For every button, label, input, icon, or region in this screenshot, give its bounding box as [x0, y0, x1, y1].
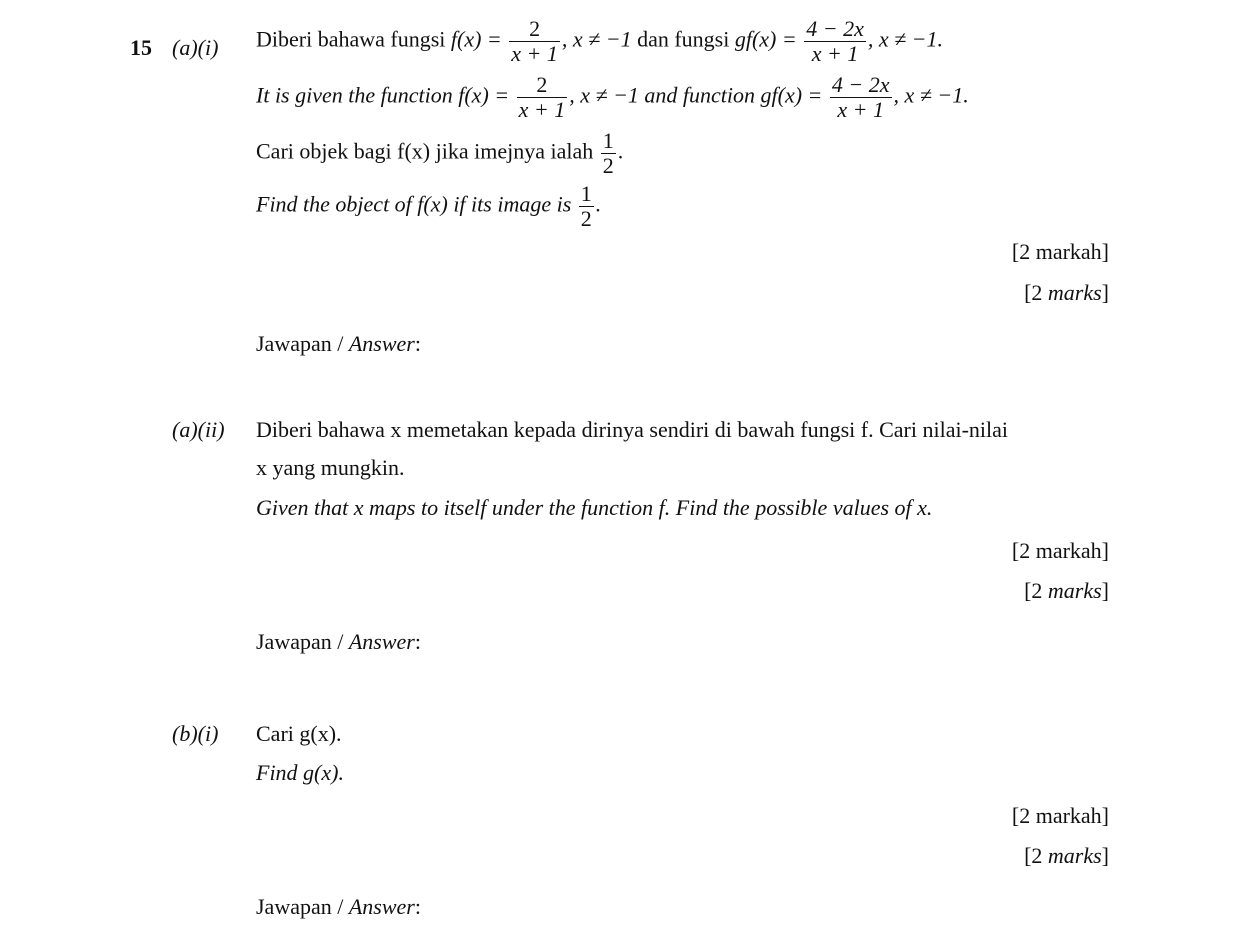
numerator: 4 − 2x [831, 72, 890, 97]
text: Jawapan / [256, 629, 349, 654]
a-i-task-malay [256, 130, 623, 177]
text: marks [1047, 280, 1102, 305]
text: marks [1047, 843, 1102, 868]
text: Jawapan / [256, 894, 349, 919]
a-ii-line-2: x yang mungkin. [256, 455, 405, 480]
answer-label [256, 333, 421, 355]
a-i-line-malay [256, 18, 943, 65]
text: . [617, 138, 624, 164]
text: Jawapan / [256, 331, 349, 356]
marks-english [1024, 282, 1109, 304]
part-label-a-ii: (a)(ii) [172, 417, 225, 442]
math-fx: f(x) = [450, 26, 502, 52]
part-label-a-i: (a)(i) [172, 35, 219, 60]
text: ] [1101, 578, 1109, 603]
b-i-line-english: Find g(x). [256, 760, 344, 785]
text: Answer [348, 894, 415, 919]
marks-english [1024, 845, 1109, 867]
a-ii-line-english: Given that x maps to itself under the function f. Find the possible values of x. [256, 495, 933, 520]
text: : [414, 629, 421, 654]
text: dan fungsi [631, 26, 735, 52]
b-i-line-malay: Cari g(x). [256, 721, 342, 746]
part-label-b-i: (b)(i) [172, 721, 219, 746]
denominator: 2 [580, 206, 592, 231]
fraction-half [579, 183, 594, 230]
numerator: 1 [580, 181, 592, 206]
text: [2 [1024, 280, 1048, 305]
text: [2 [1024, 843, 1048, 868]
math-gfx: gf(x) = [760, 82, 823, 108]
text: and function [638, 82, 761, 108]
text: It is given the function [256, 82, 459, 108]
text: Answer [348, 331, 415, 356]
numerator: 2 [536, 72, 548, 97]
text: ] [1101, 843, 1109, 868]
a-i-line-english [256, 74, 969, 121]
text: Cari objek bagi f(x) jika imejnya ialah [256, 138, 599, 164]
fraction-f [517, 74, 568, 121]
text: Answer [348, 629, 415, 654]
math-fx: f(x) = [458, 82, 510, 108]
marks-malay: [2 markah] [1011, 803, 1109, 828]
a-i-task-english [256, 183, 601, 230]
math-gfx: gf(x) = [734, 26, 797, 52]
fraction-half [601, 130, 616, 177]
numerator: 1 [602, 128, 614, 153]
fraction-gf [804, 18, 866, 65]
marks-english [1024, 580, 1109, 602]
text: ] [1101, 280, 1109, 305]
text: . [595, 191, 602, 217]
condition: , x ≠ −1 [569, 82, 639, 108]
marks-malay: [2 markah] [1011, 538, 1109, 563]
text: Find the object of f(x) if its image is [256, 191, 577, 217]
condition: , x ≠ −1. [867, 26, 944, 52]
text: : [414, 331, 421, 356]
condition: , x ≠ −1. [893, 82, 969, 108]
fraction-gf [830, 74, 892, 121]
denominator: x + 1 [518, 97, 566, 122]
denominator: x + 1 [830, 97, 892, 121]
text: Diberi bahawa fungsi [256, 26, 451, 52]
a-ii-line-1: Diberi bahawa x memetakan kepada dirinya sendiri di bawah fungsi f. Cari nilai-nilai [256, 417, 1009, 442]
condition: , x ≠ −1 [561, 26, 632, 52]
answer-label [256, 631, 421, 653]
denominator: x + 1 [511, 41, 558, 66]
text: : [414, 894, 421, 919]
denominator: x + 1 [804, 41, 866, 65]
answer-label [256, 896, 421, 918]
text: [2 [1024, 578, 1048, 603]
marks-malay: [2 markah] [1011, 239, 1109, 264]
numerator: 4 − 2x [806, 16, 864, 41]
numerator: 2 [529, 16, 541, 41]
denominator: 2 [602, 153, 614, 178]
question-number: 15 [130, 35, 152, 60]
fraction-f [509, 18, 560, 65]
text: marks [1047, 578, 1102, 603]
